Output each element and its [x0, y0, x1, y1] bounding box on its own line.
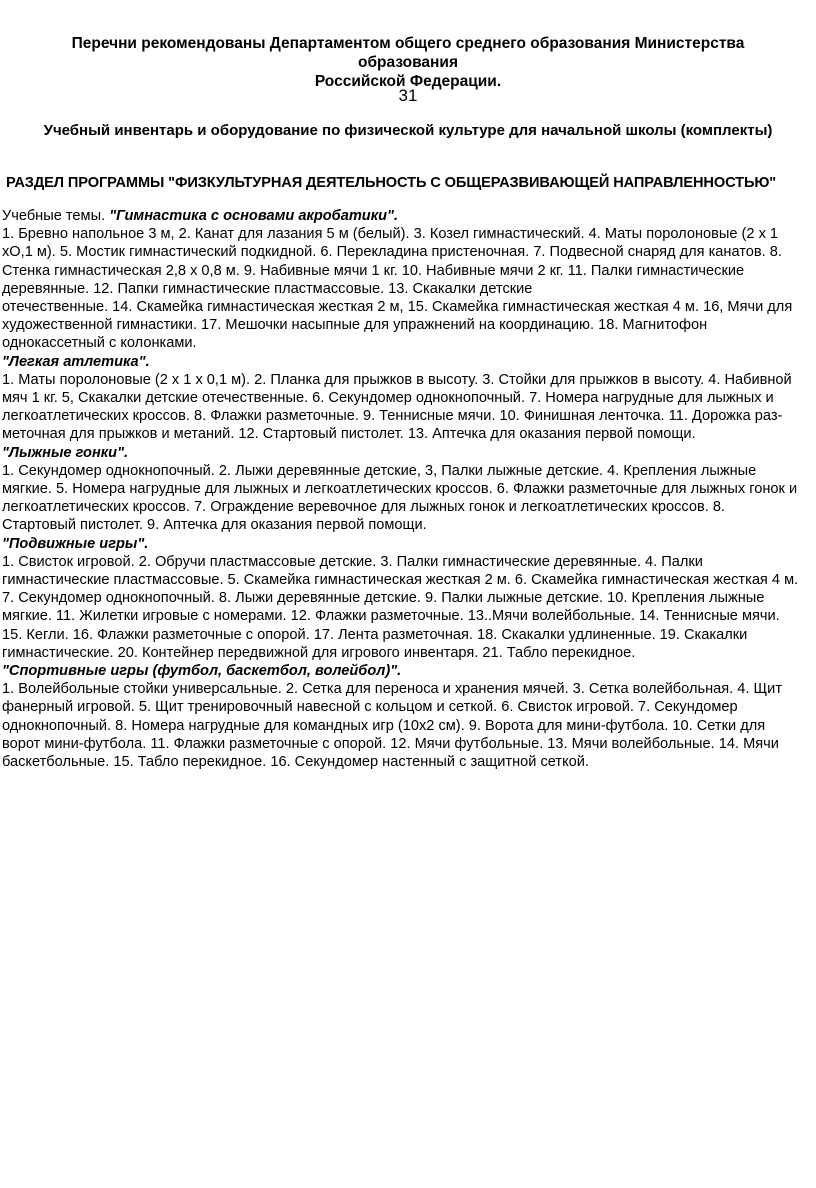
document-body	[2, 207, 812, 771]
text-line: легкоатлетических кроссов. 7. Ограждение веревочное для лыжных гонок и легкоатлетических кроссов. 8.	[2, 499, 725, 516]
text-line: мягкие. 5. Номера нагрудные для лыжных и легкоатлетических кроссов. 6. Флажки разметочные для лыжных гонок и	[2, 481, 798, 498]
text-line: 1. Маты поролоновые (2 х 1 х 0,1 м). 2. Планка для прыжков в высоту. 3. Стойки для прыжков в высоту. 4. Набивной	[2, 371, 792, 388]
text-line: художественной гимнастики. 17. Мешочки насыпные для упражнений на координацию. 18. Магнитофон	[2, 317, 708, 334]
text-line: хО,1 м). 5. Мостик гимнастический подкидной. 6. Перекладина пристеночная. 7. Подвесной снаряд для канатов. 8.	[2, 244, 782, 261]
header-line-1: Перечни рекомендованы Департаментом общего среднего образования Министерства образования	[71, 35, 745, 71]
text-line: 1. Бревно напольное 3 м, 2. Канат для лазания 5 м (белый). 3. Козел гимнастический. 4. Маты поролоновые (2 х 1	[2, 226, 779, 243]
text-line: однокассетный с колонками.	[2, 335, 197, 352]
section-title-outdoor-games: "Подвижные игры".	[2, 535, 149, 552]
text-line: ворот мини-футбола. 11. Флажки разметочные с опорой. 12. Мячи футбольные. 13. Мячи волейбольные. 14. Мячи	[2, 735, 779, 752]
text-line: легкоатлетических кроссов. 8. Флажки разметочные. 9. Теннисные мячи. 10. Финишная ленточка. 11. Дорожка раз-	[2, 408, 783, 425]
text-line: 1. Волейбольные стойки универсальные. 2. Сетка для переноса и хранения мячей. 3. Сетка волейбольная. 4. Щит	[2, 681, 783, 698]
text-line: гимнастические. 20. Контейнер передвижной для игрового инвентаря. 21. Табло перекидное.	[2, 644, 636, 661]
text-line: меточная для прыжков и метаний. 12. Стартовый пистолет. 13. Аптечка для оказания первой помощи.	[2, 426, 696, 443]
section-heading: РАЗДЕЛ ПРОГРАММЫ "ФИЗКУЛЬТУРНАЯ ДЕЯТЕЛЬНОСТЬ С ОБЩЕРАЗВИВАЮЩЕЙ НАПРАВЛЕННОСТЬЮ"	[6, 175, 777, 191]
topics-label: Учебные темы.	[2, 208, 110, 224]
section-title-ski-racing: "Лыжные гонки".	[2, 444, 129, 461]
text-line: 15. Кегли. 16. Флажки разметочные с опорой. 17. Лента разметочная. 18. Скакалки удлиненные. 19. Скакалки	[2, 626, 748, 643]
text-line: мяч 1 кг. 5, Скакалки детские отечественные. 6. Секундомер однокнопочный. 7. Номера нагрудные для лыжных и	[2, 390, 774, 407]
header-line-2: Российской Федерации.	[314, 73, 502, 90]
text-line: отечественные. 14. Скамейка гимнастическая жесткая 2 м, 15. Скамейка гимнастическая жесткая 4 м. 16, Мячи для	[2, 299, 793, 316]
text-line: 1. Секундомер однокнопочный. 2. Лыжи деревянные детские, 3, Палки лыжные детские. 4. Крепления лыжные	[2, 462, 757, 479]
text-line: 1. Свисток игровой. 2. Обручи пластмассовые детские. 3. Палки гимнастические деревянные. 4. Палки	[2, 553, 703, 570]
text-line: фанерный игровой. 5. Щит тренировочный навесной с кольцом и сеткой. 6. Свисток игровой. 7. Секундомер	[2, 699, 738, 716]
section-title-sports-games: "Спортивные игры (футбол, баскетбол, волейбол)".	[2, 663, 402, 680]
section-title-athletics: "Легкая атлетика".	[2, 353, 150, 370]
text-line: Стенка гимнастическая 2,8 х 0,8 м. 9. Набивные мячи 1 кг. 10. Набивные мячи 2 кг. 11. Палки гимнастические	[2, 262, 745, 279]
text-line: гимнастические пластмассовые. 5. Скамейка гимнастическая жесткая 2 м. 6. Скамейка гимнастическая жесткая 4 м.	[2, 572, 799, 589]
text-line: баскетбольные. 15. Табло перекидное. 16. Секундомер настенный с защитной сеткой.	[2, 754, 589, 771]
text-line: деревянные. 12. Папки гимнастические пластмассовые. 13. Скакалки детские	[2, 280, 533, 297]
document-header	[20, 34, 796, 91]
document-subtitle: Учебный инвентарь и оборудование по физической культуре для начальной школы (комплекты)	[43, 122, 773, 139]
text-line: однокнопочный. 8. Номера нагрудные для командных игр (10х2 см). 9. Ворота для мини-футбола. 10. Сетки для	[2, 717, 766, 734]
text-line: 7. Секундомер однокнопочный. 8. Лыжи деревянные детские. 9. Палки лыжные детские. 10. Крепления лыжные	[2, 590, 765, 607]
page-number: 31	[398, 86, 418, 105]
section-title-gymnastics: "Гимнастика с основами акробатики".	[109, 208, 399, 224]
text-line: Стартовый пистолет. 9. Аптечка для оказания первой помощи.	[2, 517, 427, 534]
topics-line	[2, 207, 812, 225]
text-line: мягкие. 11. Жилетки игровые с номерами. 12. Флажки разметочные. 13..Мячи волейбольные. 14. Теннисные мячи.	[2, 608, 780, 625]
